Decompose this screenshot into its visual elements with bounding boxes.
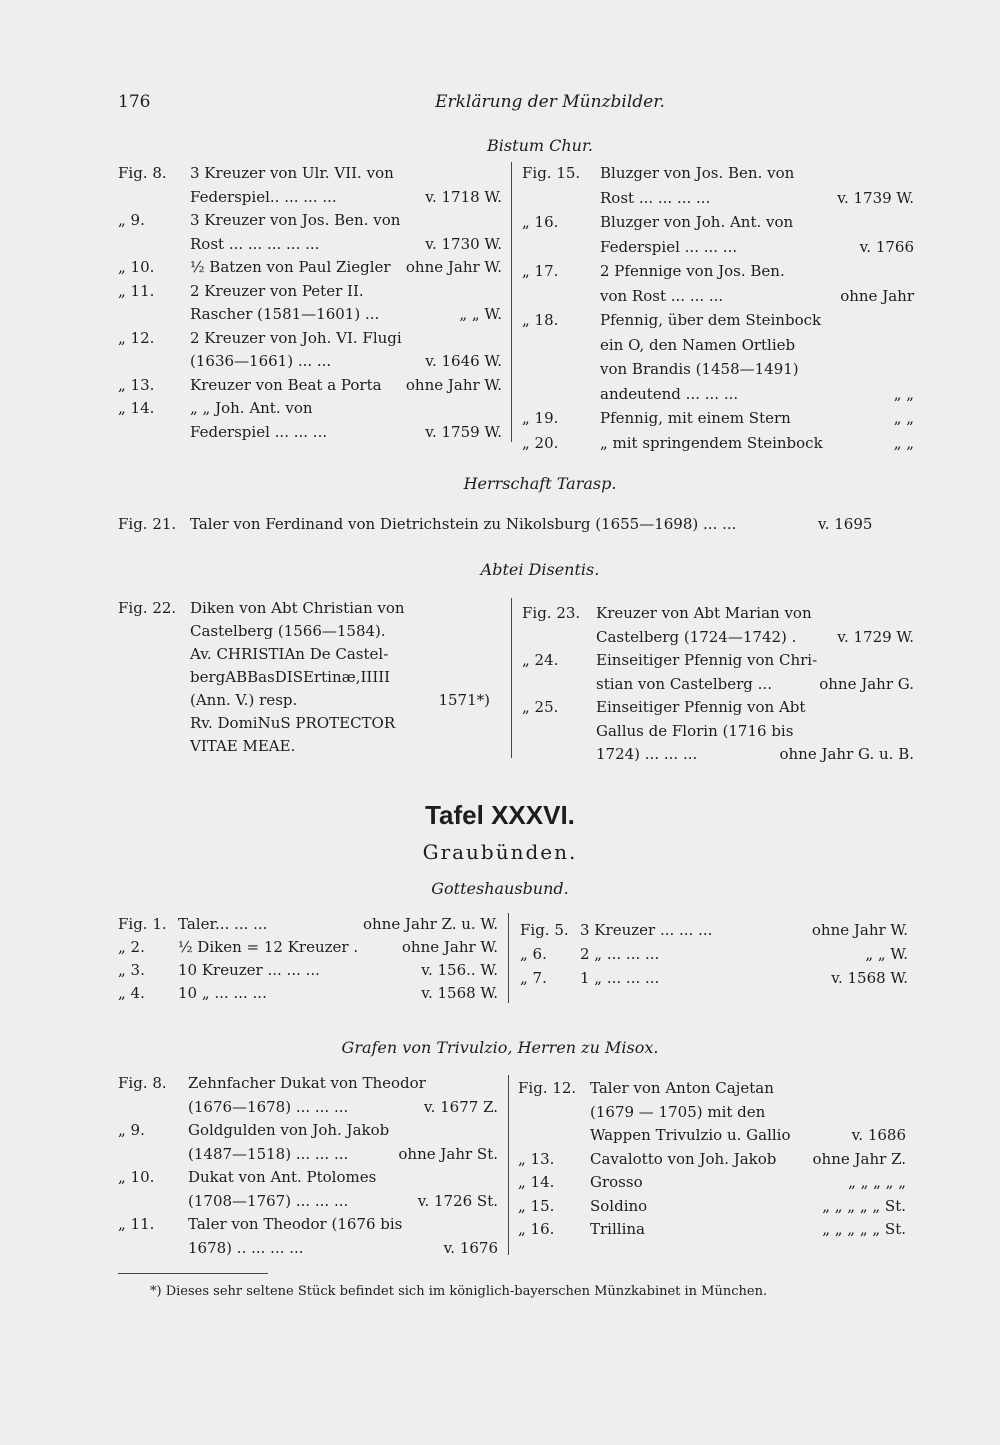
entry-description: andeutend ... ... ... [600,384,739,403]
entry-date-source: 1571*) [438,691,490,709]
fig-number: „ 16. [522,213,559,231]
fig-number: „ 18. [522,311,559,329]
entry-line [118,667,490,690]
entry-description: Zehnfacher Dukat von Theodor [188,1074,426,1092]
entry-line [118,598,490,621]
fig-number: „ 20. [522,433,559,452]
entry-description: „ mit springendem Steinbock [600,433,823,452]
fig-number: „ 16. [518,1220,555,1238]
fig-number: Fig. 8. [118,1074,167,1092]
section-heading-trivulzio: Grafen von Trivulzio, Herren zu Misox. [341,1038,659,1057]
entry-date-source: v. 1730 W. [425,234,502,253]
fig-number: „ 13. [118,375,155,394]
entry-line [118,713,490,736]
entry-line [118,257,502,281]
entry-description: Gallus de Florin (1716 bis [596,721,794,740]
entry-date-source: v. 1646 W. [425,352,502,370]
entry-description: Pfennig, mit einem Stern [600,409,791,427]
entry-description: (Ann. V.) resp. [190,691,298,709]
entry-description: Av. CHRISTIAn De Castel- [190,645,389,663]
fig-number: „ 15. [518,1196,555,1215]
section-heading-herrschaft-tarasp: Herrschaft Tarasp. [463,474,617,493]
fig-number: „ 9. [118,1121,145,1139]
entry-line [522,408,914,433]
entry-date-source: v. 156.. W. [421,961,498,979]
gotteshausbund-left-column [118,914,498,1006]
gotteshausbund-right-column [520,920,908,992]
entry-description: Kreuzer von Abt Marian von [596,604,812,622]
entry-date-source: ohne Jahr Z. [812,1149,906,1168]
entry-description: Bluzger von Joh. Ant. von [600,213,794,231]
entry-date-source: „ „ [893,384,914,403]
entry-description: Diken von Abt Christian von [190,599,405,617]
entry-line [522,286,914,311]
entry-description: Federspiel ... ... ... [600,237,738,256]
entry-line [118,422,502,446]
footnote-rule [118,1273,268,1274]
entry-description: 1724) ... ... ... [596,745,698,763]
entry-line [118,983,498,1006]
entry-description: Kreuzer von Beat a Porta [190,375,382,394]
fig-number: Fig. 23. [522,604,581,622]
entry-date-source: v. 1726 St. [417,1191,498,1210]
fig-number: „ 25. [522,698,559,716]
entry-date-source: „ „ „ „ „ [848,1173,906,1191]
fig-number: „ 3. [118,961,145,979]
running-title: Erklärung der Münzbilder. [435,92,665,112]
entry-date-source: v. 1686 [851,1126,906,1144]
fig-number: „ 7. [520,969,547,987]
entry-line [118,234,502,258]
fig-number: „ 10. [118,1168,155,1186]
entry-date-source: ohne Jahr St. [398,1144,498,1163]
entry-description: (1708—1767) ... ... ... [188,1191,349,1210]
entry-line [522,335,914,360]
entry-date-source: ohne Jahr G. u. B. [779,745,914,763]
entry-description: 2 Kreuzer von Joh. VI. Flugi [190,328,402,347]
entry-description: Castelberg (1566—1584). [190,622,386,640]
entry-description: Rv. DomiNuS PROTECTOR [190,714,396,732]
entry-date-source: „ „ W. [459,305,502,323]
entry-description: 2 „ ... ... ... [580,945,660,963]
entry-date-source: „ „ [893,433,914,452]
entry-line [522,163,914,188]
fig-number: Fig. 8. [118,164,167,182]
entry-line [518,1172,906,1196]
entry-date-source: v. 1739 W. [837,188,914,207]
fig-number: „ 4. [118,984,145,1002]
plate-subtitle: Graubünden. [422,840,578,864]
entry-line [522,212,914,237]
entry-description: von Rost ... ... ... [600,286,724,305]
entry-line [118,1214,498,1238]
entry-date-source: v. 1718 W. [425,187,502,206]
entry-description: (1487—1518) ... ... ... [188,1144,349,1163]
entry-line [118,1144,498,1168]
entry-line [118,210,502,234]
entry-line [522,359,914,384]
entry-line [118,1073,498,1097]
entry-line [520,944,908,968]
entry-line [518,1149,906,1173]
entry-line [522,188,914,213]
fig-number: „ 6. [520,945,547,963]
entry-line [522,433,914,458]
entry-description: 2 Kreuzer von Peter II. [190,281,364,300]
entry-description: Dukat von Ant. Ptolomes [188,1168,377,1186]
bistum-chur-right-column [522,163,914,457]
entry-description: Einseitiger Pfennig von Chri- [596,651,818,669]
entry-line [118,1120,498,1144]
fig-number: „ 10. [118,258,155,276]
entry-line [522,603,914,627]
entry-date-source: „ „ [893,409,914,427]
trivulzio-right-column [518,1078,906,1243]
entry-description: Pfennig, über dem Steinbock [600,311,822,329]
entry-line [118,1191,498,1215]
entry-description: Taler von Theodor (1676 bis [188,1215,403,1233]
entry-line [522,237,914,262]
entry-date-source: v. 1759 W. [425,422,502,441]
entry-description: (1676—1678) ... ... ... [188,1097,349,1116]
fig-number: „ 11. [118,281,155,300]
entry-line [518,1196,906,1220]
column-divider [508,1075,509,1255]
entry-line [118,328,502,352]
entry-description: Goldgulden von Joh. Jakob [188,1121,390,1139]
entry-description: Federspiel ... ... ... [190,422,328,441]
entry-description: ½ Batzen von Paul Ziegler [190,258,391,276]
entry-description: Bluzger von Jos. Ben. von [600,164,795,182]
entry-description: Wappen Trivulzio u. Gallio [590,1126,791,1144]
entry-description: (1636—1661) ... ... [190,352,332,370]
fig-number: „ 9. [118,211,145,229]
entry-description: Taler von Anton Cajetan [590,1079,774,1097]
column-divider [508,913,509,1003]
entry-line [522,310,914,335]
fig-number: „ 24. [522,651,559,669]
plate-title: Tafel XXXVI. [425,800,575,830]
entry-description: 2 Pfennige von Jos. Ben. [600,262,785,280]
entry-description: Cavalotto von Joh. Jakob [590,1149,777,1168]
entry-description: „ „ Joh. Ant. von [190,399,313,417]
disentis-left-column [118,598,490,759]
entry-date-source: ohne Jahr Z. u. W. [362,915,498,933]
fig-number: „ 14. [118,399,155,417]
fig-21-label: Fig. 21. [118,515,177,533]
entry-date-source: ohne Jahr [840,286,914,305]
entry-line [118,690,490,713]
entry-description: 1678) .. ... ... ... [188,1238,304,1257]
fig-number: Fig. 15. [522,164,581,182]
entry-description: 3 Kreuzer ... ... ... [580,921,713,939]
fig-number: „ 17. [522,262,559,280]
entry-line [118,281,502,305]
entry-line [118,398,502,422]
entry-description: Federspiel.. ... ... ... [190,187,337,206]
entry-line [118,914,498,937]
entry-date-source: v. 1729 W. [837,627,914,646]
entry-date-source: v. 1568 W. [831,969,908,987]
entry-description: von Brandis (1458—1491) [600,360,799,378]
entry-date-source: v. 1568 W. [421,984,498,1002]
entry-line [118,304,502,328]
entry-line [522,744,914,768]
entry-line [118,375,502,399]
entry-line [518,1102,906,1126]
entry-line [522,384,914,409]
entry-date-source: ohne Jahr W. [405,258,502,276]
entry-date-source: ohne Jahr G. [819,674,914,693]
entry-description: Rost ... ... ... ... [600,188,711,207]
entry-description: (1679 — 1705) mit den [590,1102,766,1121]
entry-description: VITAE MEAE. [190,737,296,755]
entry-line [522,674,914,698]
entry-description: 3 Kreuzer von Jos. Ben. von [190,211,401,229]
entry-description: Einseitiger Pfennig von Abt [596,698,806,716]
entry-line [118,960,498,983]
entry-line [522,721,914,745]
column-divider [511,162,512,442]
column-divider [511,598,512,758]
fig-number: „ 13. [518,1149,555,1168]
entry-description: 1 „ ... ... ... [580,969,660,987]
entry-line [518,1078,906,1102]
entry-description: Soldino [590,1196,648,1215]
entry-line [118,351,502,375]
entry-line [520,968,908,992]
section-heading-bistum-chur: Bistum Chur. [487,136,593,155]
bistum-chur-left-column [118,163,502,445]
entry-date-source: ohne Jahr W. [405,375,502,394]
fig-21-date: v. 1695 [818,515,873,533]
entry-description: bergABBasDISErtinæ,IIIII [190,668,391,686]
entry-date-source: „ „ „ „ „ St. [822,1220,906,1238]
entry-line [118,1097,498,1121]
entry-description: Taler... ... ... [178,915,268,933]
entry-line [118,163,502,187]
fig-number: „ 2. [118,938,145,956]
entry-date-source: v. 1676 [443,1238,498,1257]
entry-description: Castelberg (1724—1742) . [596,627,797,646]
entry-line [522,650,914,674]
entry-date-source: v. 1766 [859,237,914,256]
entry-line [522,627,914,651]
fig-number: Fig. 12. [518,1079,577,1097]
fig-number: „ 11. [118,1215,155,1233]
disentis-right-column [522,603,914,768]
entry-line [522,261,914,286]
entry-date-source: ohne Jahr W. [811,921,908,939]
entry-line [522,697,914,721]
entry-date-source: v. 1677 Z. [423,1097,498,1116]
footnote: *) Dieses sehr seltene Stück befindet sich im königlich-bayerschen Münzkabinet in München. [150,1284,768,1299]
entry-line [518,1219,906,1243]
section-heading-gotteshausbund: Gotteshausbund. [431,879,569,898]
fig-number: „ 14. [518,1173,555,1191]
entry-description: stian von Castelberg ... [596,674,772,693]
entry-description: Grosso [590,1173,643,1191]
fig-number: „ 12. [118,328,155,347]
entry-line [118,644,490,667]
entry-description: Rost ... ... ... ... ... [190,234,320,253]
trivulzio-left-column [118,1073,498,1261]
entry-date-source: ohne Jahr W. [401,938,498,956]
entry-line [118,1167,498,1191]
fig-number: Fig. 5. [520,921,569,939]
entry-line [118,1238,498,1262]
entry-line [118,187,502,211]
entry-line [118,621,490,644]
entry-date-source: „ „ W. [865,945,908,963]
fig-number: „ 19. [522,409,559,427]
entry-line [518,1125,906,1149]
page-number: 176 [118,92,151,112]
entry-description: 3 Kreuzer von Ulr. VII. von [190,164,394,182]
section-heading-abtei-disentis: Abtei Disentis. [480,560,600,579]
entry-description: Rascher (1581—1601) ... [190,305,380,323]
entry-description: ein O, den Namen Ortlieb [600,335,796,354]
entry-line [118,937,498,960]
fig-21-text: Taler von Ferdinand von Dietrichstein zu Nikolsburg (1655—1698) ... ... [190,515,737,533]
entry-line [118,736,490,759]
entry-description: 10 „ ... ... ... [178,984,267,1002]
fig-number: Fig. 22. [118,599,177,617]
entry-description: Trillina [590,1220,645,1238]
entry-line [520,920,908,944]
entry-description: ½ Diken = 12 Kreuzer . [178,938,359,956]
entry-description: 10 Kreuzer ... ... ... [178,961,320,979]
entry-date-source: „ „ „ „ „ St. [822,1196,906,1215]
fig-number: Fig. 1. [118,915,167,933]
